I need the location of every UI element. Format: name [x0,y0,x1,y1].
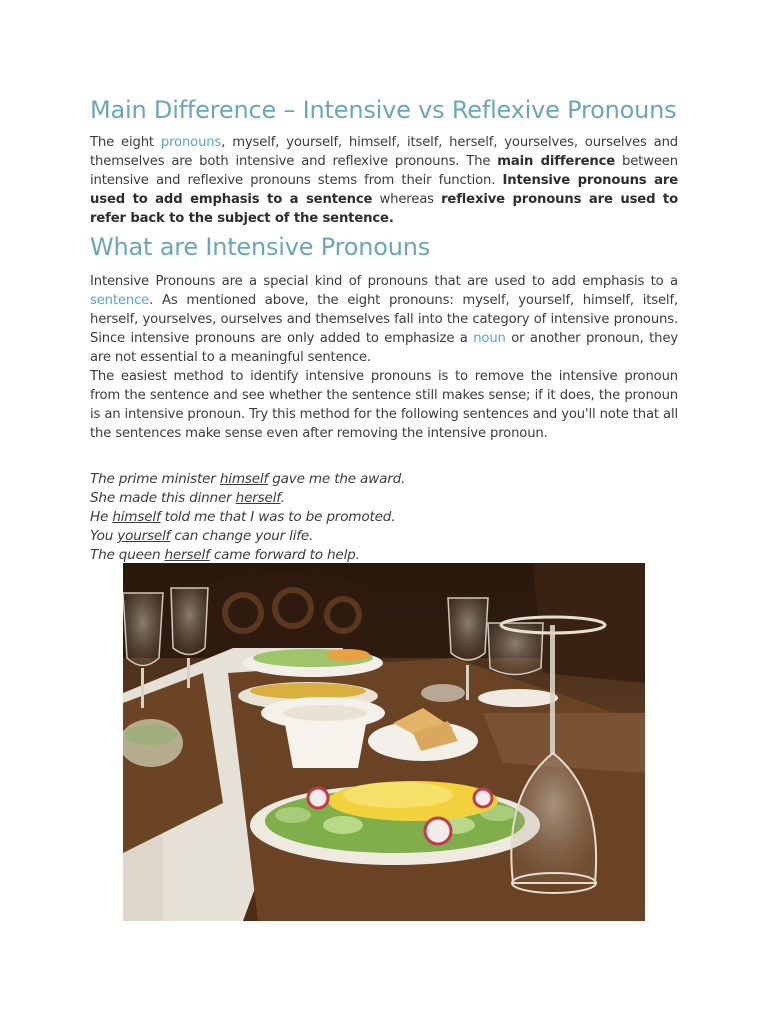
example-sentence [90,508,678,527]
intensive-text-1: Intensive Pronouns are a special kind of pronouns that are used to add emphasis to a [90,274,678,289]
noun-link[interactable]: noun [473,331,506,346]
example-sentence [90,527,678,546]
example-pronoun: yourself [117,528,171,544]
method-paragraph: The easiest method to identify intensive pronouns is to remove the intensive pronoun from the sentence and see whether the sentence still makes sense; if it does, the pronoun is an intensive pronoun. Try this method for the following sentences and you'll note that all the sentences make sense even after removing the intensive pronoun. [90,369,678,441]
intensive-paragraph [90,272,678,367]
sentence-link[interactable]: sentence [90,293,150,308]
example-sentence [90,489,678,508]
intro-text-4: whereas [372,192,442,207]
intensive-text-3: or another pronoun, they are not essential to a meaningful sentence. [90,331,678,365]
main-heading: Main Difference – Intensive vs Reflexive Pronouns [90,96,677,124]
intensive-definition-bold: Intensive pronouns are used to add emphasis to a sentence [90,173,679,207]
dinner-table-illustration [123,563,645,921]
reflexive-definition-bold: reflexive pronouns are used to refer back to the subject of the sentence. [90,192,678,226]
intro-text-3: between intensive and reflexive pronouns stems from their function. [90,154,678,188]
example-text-after: came forward to help. [209,547,360,563]
article-body [90,92,678,565]
example-text-before: The prime minister [90,471,220,487]
example-text-after: gave me the award. [268,471,406,487]
example-text-before: You [90,528,118,544]
intensive-text-2: . As mentioned above, the eight pronouns: myself, yourself, himself, itself, herself, yourselves, ourselves and themselves fall into the category of intensive pronouns. Since intensive pronouns are only added to emphasize a [90,293,678,346]
main-difference-bold: main difference [497,154,616,169]
example-pronoun: herself [164,547,210,563]
example-text-after: can change your life. [170,528,314,544]
example-pronoun: herself [235,490,281,506]
example-sentences [90,470,678,565]
example-text-after: . [280,490,285,506]
example-text-after: told me that I was to be promoted. [160,509,396,525]
pronouns-link[interactable]: pronouns [160,135,222,150]
example-sentence [90,470,678,489]
dinner-table-photo [123,563,645,921]
example-text-before: She made this dinner [90,490,236,506]
example-pronoun: himself [112,509,161,525]
intro-text-2: , myself, yourself, himself, itself, herself, yourselves, ourselves and themselves are both intensive and reflexive pronouns. The [90,135,678,169]
example-text-before: He [90,509,113,525]
intro-paragraph [90,133,678,228]
intro-text-1: The eight [90,135,161,150]
example-pronoun: himself [219,471,269,487]
example-text-before: The queen [90,547,165,563]
section-heading: What are Intensive Pronouns [90,233,431,261]
